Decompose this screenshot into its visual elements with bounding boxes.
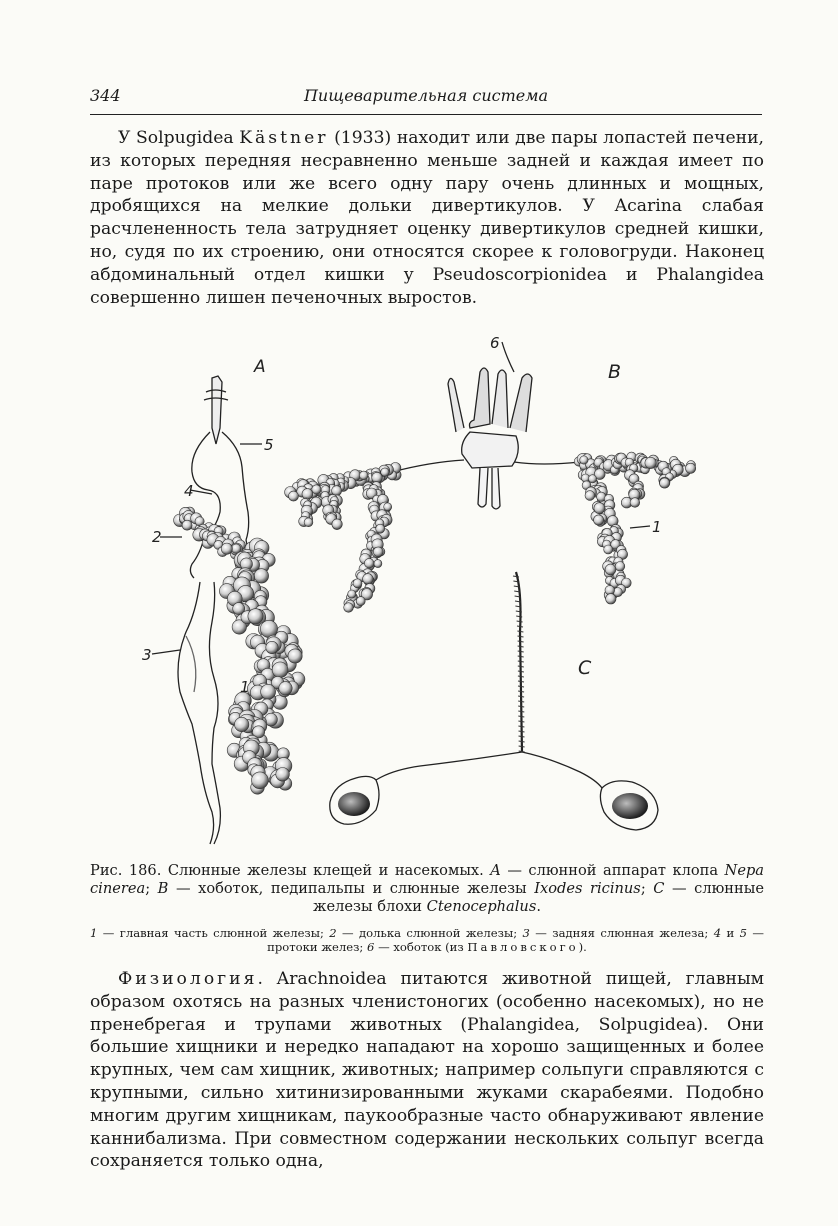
- gland-granule: [254, 569, 268, 583]
- duct-ring: [517, 621, 523, 622]
- figure-legend: 1 — главная часть слюнной железы; 2 — долька слюнной железы; 3 — задняя слюнная железа; 4 и 5 — протоки желез; 6 — хоботок (из Павловского).: [90, 926, 764, 954]
- duct-ring: [519, 746, 525, 747]
- rostrum-a: [212, 376, 222, 444]
- duct-ring: [518, 726, 524, 727]
- gland-granule: [221, 543, 232, 554]
- gland-granule: [252, 772, 269, 789]
- gland-granule: [605, 564, 616, 575]
- capitulum: [462, 432, 519, 468]
- gland-granule: [348, 590, 356, 598]
- running-title: Пищеварительная система: [303, 86, 549, 105]
- gland-granule: [580, 456, 588, 464]
- gland-granule: [364, 558, 374, 568]
- duct-ring: [518, 646, 524, 647]
- gland-granule: [594, 503, 605, 514]
- gland-granule: [585, 491, 595, 501]
- gland-granule: [373, 547, 383, 557]
- figure-186: [130, 332, 770, 852]
- duct-ring: [518, 721, 524, 722]
- duct-ring: [518, 671, 524, 672]
- label-4: 4: [184, 482, 194, 500]
- gland-granule: [594, 515, 604, 525]
- gland-granule: [606, 594, 616, 604]
- duct-ring: [519, 731, 525, 732]
- label-panel-c: C: [578, 657, 592, 679]
- gland-granule: [266, 641, 278, 653]
- duct-ring: [517, 631, 523, 632]
- main-gland-1-a: [219, 538, 305, 794]
- gland-granule: [660, 478, 670, 488]
- gland-granule: [332, 519, 342, 529]
- duct-ring: [518, 706, 524, 707]
- gland-granule: [686, 463, 696, 473]
- salivary-glands-illustration: [130, 332, 770, 852]
- gland-granule: [353, 579, 362, 588]
- label-3: 3: [142, 646, 152, 664]
- gland-granule: [289, 491, 299, 501]
- label-1-b: 1: [652, 518, 662, 536]
- gland-granule: [372, 472, 383, 483]
- gland-granule: [288, 649, 302, 663]
- gland-granule: [248, 609, 263, 624]
- gland-granule: [359, 471, 368, 480]
- label-2: 2: [152, 528, 162, 546]
- gland-granule: [235, 717, 249, 731]
- gland-granule: [384, 503, 392, 511]
- gland-granule: [344, 603, 354, 613]
- paragraph-physiology: Физиология. Arachnoidea питаются животной пищей, главным образом охотясь на разных членистоногих (особенно насекомых), но не пренебрегая и трупами животных (Phalangidea, Solpugidea). Они большие хищники и нередко нападают на хорошо защищенных и более крупных, чем сам хищник, животных; например сольпуги справляются с крупными, сильно хитинизированными жуками скарабеями. Подобно многим другим хищникам, паукообразные часто обнаруживают явление каннибализма. При совместном содержании нескольких сольпуг всегда сохраняется только одна,: [90, 969, 764, 1172]
- gland-granule: [615, 562, 625, 572]
- gland-granule: [376, 524, 385, 533]
- gland-granule: [363, 574, 374, 585]
- gland-granule: [182, 520, 192, 530]
- label-5: 5: [264, 436, 274, 454]
- paragraph-solpugidea: У Solpugidea Kästner (1933) находит или две пары лопастей печени, из которых передняя несравненно меньше задней и каждая имеет по паре протоков или же всего одну пару очень длинных и мощных, дробящихся на мелкие дольки дивертикулов. У Acarina слабая расчлененность тела затрудняет оценку дивертикулов средней кишки, но, судя по их строению, они относятся скорее к головогруди. Наконец абдоминальный отдел кишки у Pseudoscorpionidea и Phalangidea совершенно лишен печеночных выростов.: [90, 128, 764, 308]
- duct-ring: [518, 656, 524, 657]
- lobule-2: [174, 507, 248, 559]
- panel-c-ctenocephalus: [330, 572, 658, 830]
- duct-c-rings: [513, 576, 525, 752]
- label-1-a: 1: [240, 678, 250, 696]
- rostrum-6: [470, 368, 491, 428]
- label-panel-a: A: [254, 357, 266, 377]
- gland-granule: [272, 662, 288, 678]
- gland-granule: [279, 682, 292, 695]
- duct-ring: [518, 696, 524, 697]
- label-6: 6: [490, 334, 500, 352]
- duct-ring: [518, 666, 524, 667]
- duct-5: [222, 432, 249, 540]
- duct-ring: [518, 681, 524, 682]
- duct-ring: [519, 741, 525, 742]
- page-number: 344: [90, 86, 121, 105]
- gland-granule: [645, 457, 656, 468]
- duct-ring: [518, 711, 524, 712]
- gland-granule: [276, 768, 290, 782]
- duct-ring: [518, 636, 524, 637]
- duct-ring: [518, 676, 524, 677]
- duct-ring: [518, 686, 524, 687]
- duct-ring: [518, 701, 524, 702]
- gland-granule: [304, 518, 313, 527]
- author-name: Kästner: [239, 128, 329, 148]
- gland-b-left: [285, 463, 402, 613]
- gland-granule: [604, 545, 613, 554]
- gland-granule: [630, 498, 640, 508]
- duct-ring: [519, 736, 525, 737]
- label-panel-b: B: [608, 361, 622, 383]
- gland-granule: [374, 560, 382, 568]
- gland-granule: [260, 620, 277, 637]
- figure-caption: Рис. 186. Слюнные железы клещей и насекомых. A — слюнной аппарат клопа Nepa cinerea; B — хоботок, педипальпы и слюнные железы Ixodes ricinus; C — слюнные железы блохи Ctenocephalus.: [90, 862, 764, 915]
- gland-granule: [588, 475, 596, 483]
- duct-ring: [518, 661, 524, 662]
- duct-ring: [518, 641, 524, 642]
- duct-ring: [517, 626, 523, 627]
- duct-ring: [518, 691, 524, 692]
- posterior-gland-3: [178, 582, 220, 844]
- duct-ring: [518, 716, 524, 717]
- gland-granule: [312, 485, 321, 494]
- duct-ring: [518, 651, 524, 652]
- header-rule: [90, 114, 762, 115]
- gland-granule: [356, 597, 365, 606]
- gland-granule: [261, 684, 276, 699]
- running-header: [90, 86, 762, 110]
- section-heading-physiology: Физиология: [118, 969, 258, 989]
